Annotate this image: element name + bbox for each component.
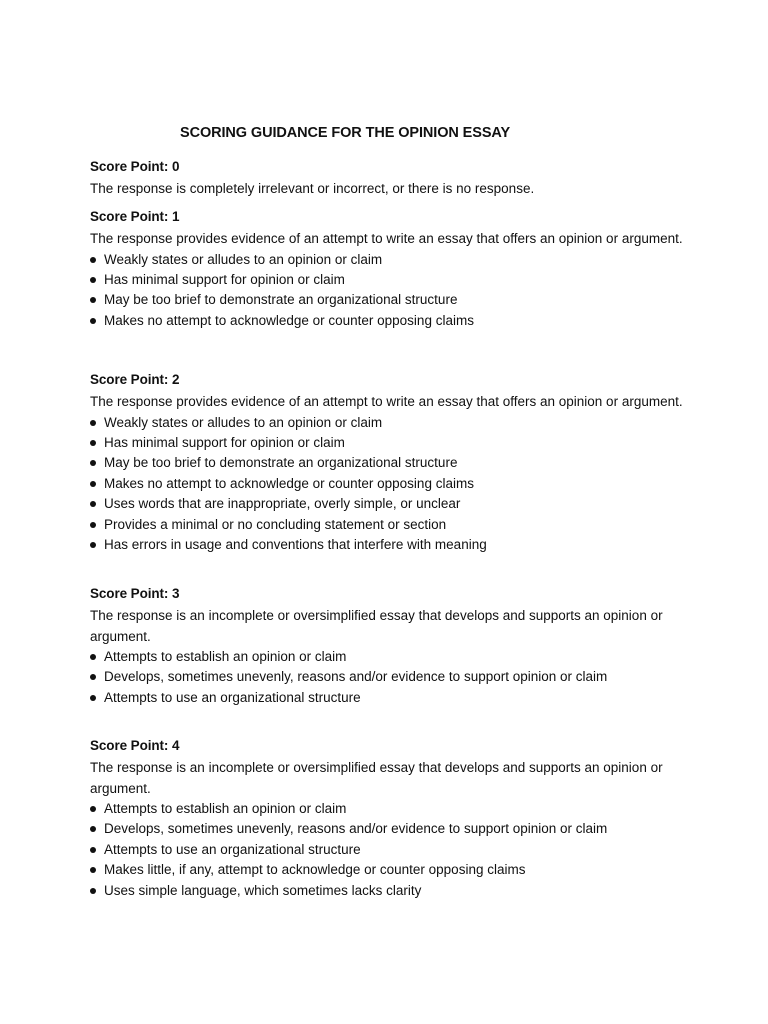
- score-point-heading: Score Point: 0: [90, 159, 180, 174]
- criteria-text: Attempts to establish an opinion or claim: [104, 801, 347, 816]
- criteria-text: Develops, sometimes unevenly, reasons and/or evidence to support opinion or claim: [104, 669, 608, 685]
- criteria-list: [90, 250, 690, 332]
- criteria-text: May be too brief to demonstrate an organizational structure: [104, 455, 458, 471]
- document-title: SCORING GUIDANCE FOR THE OPINION ESSAY: [180, 125, 511, 141]
- score-point-description: The response is an incomplete or oversimplified essay that develops and supports an opinion or argument.: [90, 760, 663, 796]
- bullet-icon: [90, 806, 96, 812]
- criteria-list: [90, 413, 690, 556]
- criteria-text: Attempts to use an organizational structure: [104, 841, 361, 857]
- bullet-icon: [90, 826, 96, 832]
- criteria-text: Makes no attempt to acknowledge or counter opposing claims: [104, 475, 474, 491]
- bullet-icon: [90, 297, 96, 303]
- criteria-list: [90, 647, 690, 708]
- criteria-text: Makes no attempt to acknowledge or counter opposing claims: [104, 312, 474, 328]
- bullet-icon: [90, 542, 96, 548]
- score-point-description: The response provides evidence of an attempt to write an essay that offers an opinion or argument.: [90, 394, 683, 409]
- criteria-list-item: [90, 840, 690, 860]
- bullet-icon: [90, 847, 96, 853]
- criteria-list-item: [90, 453, 690, 473]
- score-point-description: The response is an incomplete or oversimplified essay that develops and supports an opinion or argument.: [90, 608, 663, 644]
- criteria-list-item: [90, 647, 690, 667]
- criteria-list-item: [90, 494, 690, 514]
- criteria-list-item: [90, 433, 690, 453]
- criteria-text: Makes little, if any, attempt to acknowledge or counter opposing claims: [104, 862, 526, 878]
- bullet-icon: [90, 501, 96, 507]
- criteria-list-item: [90, 413, 690, 433]
- score-point-description: The response is completely irrelevant or incorrect, or there is no response.: [90, 181, 535, 196]
- score-point-1-section: [90, 208, 690, 331]
- criteria-text: May be too brief to demonstrate an organizational structure: [104, 292, 458, 308]
- score-point-3-section: [90, 585, 690, 708]
- bullet-icon: [90, 420, 96, 426]
- criteria-list-item: [90, 250, 690, 270]
- criteria-list-item: [90, 881, 690, 901]
- criteria-list-item: [90, 270, 690, 290]
- bullet-icon: [90, 318, 96, 324]
- criteria-text: Weakly states or alludes to an opinion or claim: [104, 251, 383, 267]
- criteria-list-item: [90, 474, 690, 494]
- bullet-icon: [90, 695, 96, 701]
- criteria-text: Has minimal support for opinion or claim: [104, 271, 345, 287]
- bullet-icon: [90, 654, 96, 660]
- bullet-icon: [90, 440, 96, 446]
- criteria-list-item: [90, 688, 690, 708]
- criteria-list-item: [90, 515, 690, 535]
- criteria-list-item: [90, 799, 690, 819]
- criteria-list-item: [90, 311, 690, 331]
- criteria-text: Uses words that are inappropriate, overly simple, or unclear: [104, 496, 461, 512]
- criteria-text: Uses simple language, which sometimes lacks clarity: [104, 882, 422, 898]
- criteria-list-item: [90, 860, 690, 880]
- criteria-list: [90, 799, 690, 901]
- criteria-list-item: [90, 290, 690, 310]
- criteria-text: Attempts to use an organizational structure: [104, 689, 361, 705]
- bullet-icon: [90, 867, 96, 873]
- bullet-icon: [90, 481, 96, 487]
- criteria-list-item: [90, 535, 690, 555]
- bullet-icon: [90, 460, 96, 466]
- bullet-icon: [90, 674, 96, 680]
- bullet-icon: [90, 257, 96, 263]
- bullet-icon: [90, 888, 96, 894]
- criteria-text: Weakly states or alludes to an opinion or claim: [104, 414, 383, 430]
- score-point-4-section: [90, 737, 690, 901]
- criteria-list-item: [90, 667, 690, 687]
- score-point-description: The response provides evidence of an attempt to write an essay that offers an opinion or argument.: [90, 231, 683, 246]
- criteria-text: Has errors in usage and conventions that interfere with meaning: [104, 536, 487, 552]
- bullet-icon: [90, 277, 96, 283]
- score-point-0-section: [90, 158, 690, 200]
- bullet-icon: [90, 522, 96, 528]
- criteria-text: Attempts to establish an opinion or claim: [104, 649, 347, 664]
- score-point-heading: Score Point: 2: [90, 372, 180, 387]
- criteria-text: Provides a minimal or no concluding statement or section: [104, 516, 447, 532]
- criteria-text: Has minimal support for opinion or claim: [104, 434, 345, 450]
- score-point-heading: Score Point: 3: [90, 586, 180, 601]
- criteria-list-item: [90, 819, 690, 839]
- criteria-text: Develops, sometimes unevenly, reasons and/or evidence to support opinion or claim: [104, 821, 608, 837]
- score-point-heading: Score Point: 4: [90, 738, 180, 753]
- score-point-heading: Score Point: 1: [90, 209, 180, 224]
- score-point-2-section: [90, 371, 690, 555]
